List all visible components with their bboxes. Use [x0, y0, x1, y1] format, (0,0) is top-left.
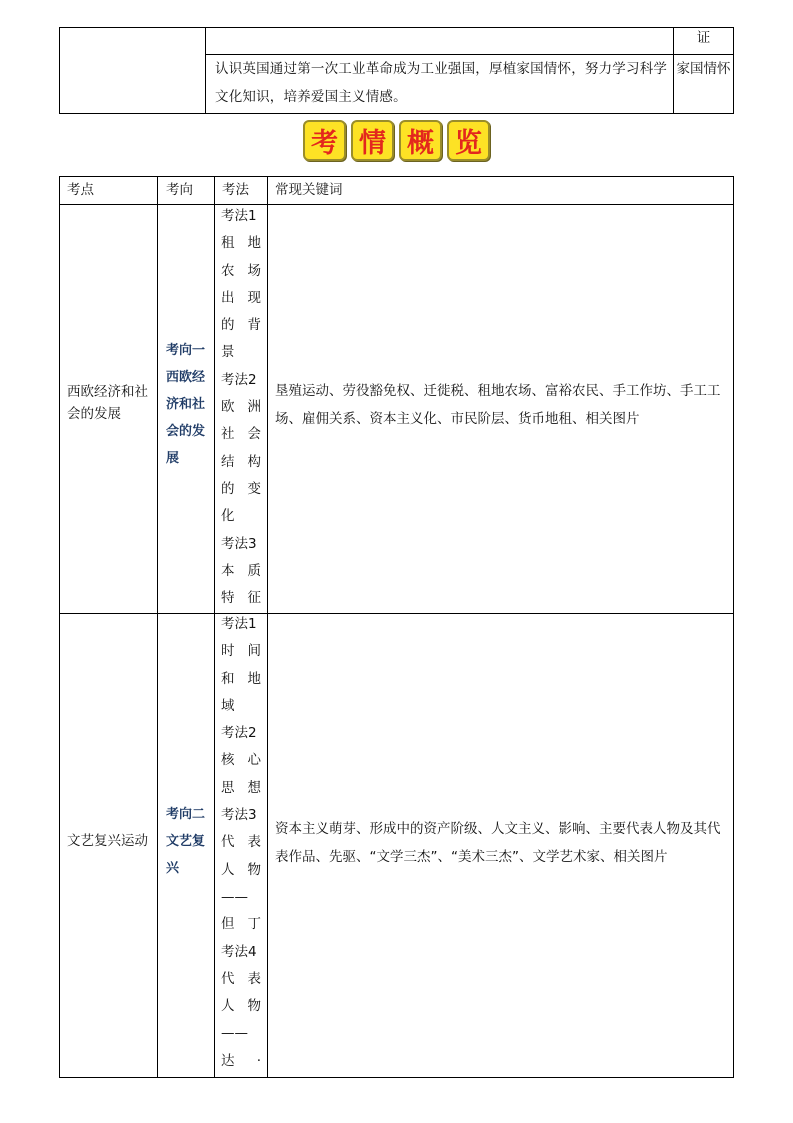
method-line: 的 背 — [221, 317, 261, 334]
objectives-empty-cell — [60, 28, 206, 113]
method-line: 达 · — [221, 1052, 261, 1069]
row1-methods — [221, 203, 261, 612]
method-line: 人 物 — [221, 998, 261, 1015]
header-point: 考点 — [67, 182, 94, 198]
method-line: 的 变 — [221, 480, 261, 497]
exam-overview-table — [59, 176, 734, 1078]
method-line: 和 地 — [221, 670, 261, 687]
method-line: 代 表 — [221, 970, 261, 987]
method-line: 代 表 — [221, 834, 261, 851]
method-line: 考法1 — [221, 616, 257, 632]
header-keywords: 常现关键词 — [275, 182, 343, 198]
method-line: 考法1 — [221, 208, 257, 224]
method-line: 考法3 — [221, 535, 257, 552]
method-line: 本 质 — [221, 562, 261, 579]
method-line: 出 现 — [221, 289, 261, 306]
method-line: 农 场 — [221, 262, 261, 279]
method-line: 域 — [221, 697, 235, 714]
objectives-table — [59, 27, 734, 114]
row2-keywords: 资本主义萌芽、形成中的资产阶级、人文主义、影响、主要代表人物及其代表作品、先驱、“文学三杰”、“美术三杰”、文学艺术家、相关图片 — [275, 821, 721, 865]
row1-keywords: 垦殖运动、劳役豁免权、迁徙税、租地农场、富裕农民、手工作坊、手工工场、雇佣关系、资本主义化、市民阶层、货币地租、相关图片 — [275, 383, 721, 427]
method-line: 景 — [221, 344, 235, 361]
row1-direction: 考向一西欧经济和社会的发展 — [166, 343, 206, 466]
row2-direction: 考向二文艺复兴 — [166, 807, 206, 876]
method-line: 欧 洲 — [221, 399, 261, 416]
method-line: 思 想 — [221, 779, 261, 796]
method-line: 考法2 — [221, 371, 257, 388]
method-line: 考法3 — [221, 807, 257, 824]
method-line: 化 — [221, 508, 235, 525]
row2-methods — [221, 611, 261, 1075]
row2-point: 文艺复兴运动 — [67, 833, 148, 849]
method-line: 时 间 — [221, 643, 261, 660]
method-line: 结 构 — [221, 453, 261, 470]
objectives-goal-text: 认识英国通过第一次工业革命成为工业强国，厚植家国情怀，努力学习科学文化知识，培养爱国主义情感。 — [215, 61, 668, 105]
header-method: 考法 — [222, 182, 249, 198]
objectives-category-tail: 证 — [696, 30, 711, 46]
method-line: 考法2 — [221, 725, 257, 742]
method-line: —— — [221, 1025, 248, 1042]
banner-char: 概 — [399, 120, 442, 161]
method-line: —— — [221, 888, 248, 905]
method-line: 租 地 — [221, 235, 261, 252]
method-line: 但 丁 — [221, 916, 261, 933]
objectives-category-label: 家国情怀 — [676, 61, 731, 77]
method-line: 人 物 — [221, 861, 261, 878]
method-line: 社 会 — [221, 426, 261, 443]
method-line: 考法4 — [221, 943, 257, 960]
banner-char: 考 — [303, 120, 346, 161]
method-line: 核 心 — [221, 752, 261, 769]
row1-point: 西欧经济和社会的发展 — [67, 384, 148, 422]
banner-char: 情 — [351, 120, 394, 161]
method-line: 特 征 — [221, 590, 261, 607]
section-banner — [303, 120, 490, 162]
header-direction: 考向 — [166, 182, 193, 198]
banner-char: 览 — [447, 120, 490, 161]
